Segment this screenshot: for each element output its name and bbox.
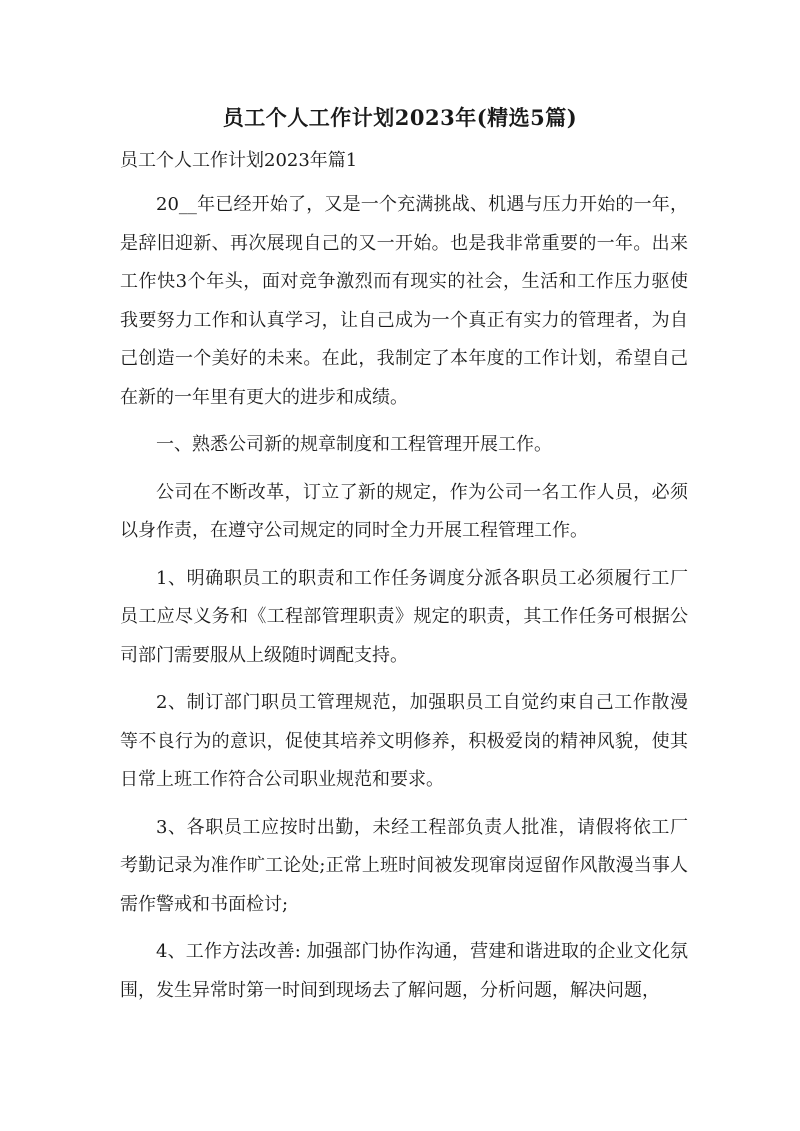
paragraph: 公司在不断改革，订立了新的规定，作为公司一名工作人员，必须以身作责，在遵守公司规定的同时全力开展工程管理工作。: [120, 481, 688, 541]
paragraph-intro: 20__年已经开始了，又是一个充满挑战、机遇与压力开始的一年，是辞旧迎新、再次展现自己的又一开始。也是我非常重要的一年。出来工作快3个年头，面对竞争激烈而有现实的社会，生活和工作压力驱使我要努力工作和认真学习，让自己成为一个真正有实力的管理者，为自己创造一个美好的未来。在此，我制定了本年度的工作计划，希望自己在新的一年里有更大的进步和成绩。: [120, 194, 688, 408]
paragraph-heading-1: 一、熟悉公司新的规章制度和工程管理开展工作。: [156, 434, 552, 455]
document-title: 员工个人工作计划2023年(精选5篇): [222, 105, 578, 130]
list-item: 1、明确职员工的职责和工作任务调度分派各职员工必须履行工厂员工应尽义务和《工程部管理职责》规定的职责，其工作任务可根据公司部门需要服从上级随时调配支持。: [120, 567, 688, 666]
list-item: 2、制订部门职员工管理规范，加强职员工自觉约束自己工作散漫等不良行为的意识，促使其培养文明修养，积极爱岗的精神风貌，使其日常上班工作符合公司职业规范和要求。: [120, 692, 688, 790]
section-heading: 员工个人工作计划2023年篇1: [120, 150, 358, 171]
list-item: 4、工作方法改善: 加强部门协作沟通，营建和谐进取的企业文化氛围，发生异常时第一时间到现场去了解问题，分析问题，解决问题，: [120, 941, 688, 1001]
list-item: 3、各职员工应按时出勤，未经工程部负责人批准，请假将依工厂考勤记录为准作旷工论处;正常上班时间被发现窜岗逗留作风散漫当事人需作警戒和书面检讨;: [120, 816, 688, 915]
document-body: [120, 186, 688, 1019]
